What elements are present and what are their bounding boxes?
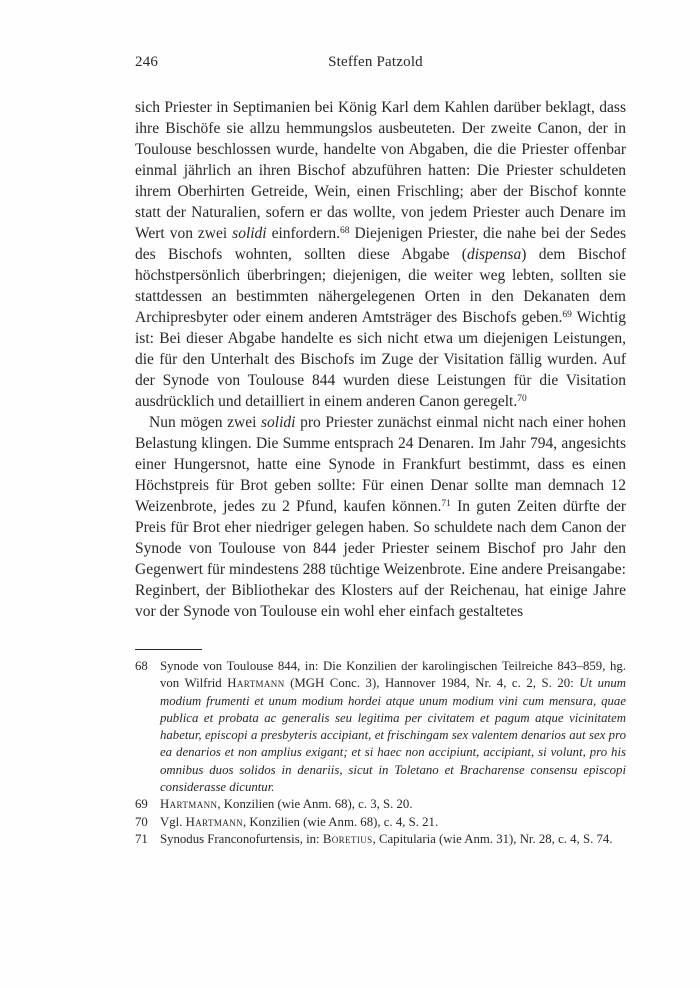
text-run: Hartmann bbox=[160, 797, 218, 812]
text-run: einfordern. bbox=[266, 225, 341, 242]
text-run: pro Priester zunächst einmal nicht nach einer hohen Belastung klingen. Die Summe entsprach 24 Denaren. Im Jahr 794, angesichts einer Hungersnot, hatte eine Synode in Frankfurt bestimmt, dass es einen Höchstpreis für Brot geben sollte: Für einen Denar sollte man demnach 12 Weizenbrote, jedes zu 2 Pfund, kaufen können. bbox=[135, 414, 626, 515]
footnote-reference: 70 bbox=[517, 394, 527, 404]
text-run: Hartmann bbox=[227, 676, 285, 691]
text-run: Boretius bbox=[322, 831, 373, 846]
footnote bbox=[135, 658, 626, 796]
text-run: (MGH Conc. 3), Hannover 1984, Nr. 4, c. 2, S. 20: bbox=[284, 676, 580, 691]
text-run: , Konzilien (wie Anm. 68), c. 3, S. 20. bbox=[217, 797, 413, 812]
footnote-separator-rule bbox=[135, 649, 202, 650]
footnote-number: 71 bbox=[135, 831, 148, 846]
footnote-text bbox=[160, 796, 626, 813]
text-run: Wichtig ist: Bei dieser Abgabe handelte es sich nicht etwa um diejenigen Leistungen, die für den Unterhalt des Bischofs im Zuge der Visitation fällig wurden. Auf der Synode von Toulouse 844 wurden diese Leistungen für die Visitation ausdrücklich und detailliert in einem anderen Canon geregelt. bbox=[135, 309, 626, 410]
footnote-text bbox=[160, 814, 626, 831]
footnote-number: 68 bbox=[135, 659, 148, 673]
paragraph bbox=[135, 412, 626, 622]
text-run: Vgl. bbox=[160, 814, 186, 829]
text-run: Synode von Toulouse 844, in: Die Konzilien der karolingischen Teilreiche 843–859, hg. von Wilfrid bbox=[160, 659, 626, 691]
text-run: sich Priester in Septimanien bei König Karl dem Kahlen darüber beklagt, dass ihre Bischöfe sie allzu hemmungslos ausbeuteten. Der zweite Canon, der in Toulouse beschlossen wurde, handelte von Abgaben, die die Priester offenbar einmal jährlich an ihren Bischof abzuführen hatten: Die Priester schuldeten ihrem Oberhirten Getreide, Wein, einen Frischling; aber der Bischof konnte statt der Naturalien, sofern er das wollte, von jedem Priester auch Denare im Wert von zwei bbox=[135, 99, 626, 242]
footnote-number: 69 bbox=[135, 797, 148, 812]
text-run: In guten Zeiten dürfte der Preis für Brot eher niedriger gelegen haben. So schuldete nach dem Canon der Synode von Toulouse von 844 jeder Priester seinem Bischof pro Jahr den Gegenwert für mindestens 288 tüchtige Weizenbrote. Eine andere Preisangabe: Reginbert, der Bibliothekar des Klosters auf der Reichenau, hat einige Jahre vor der Synode von Toulouse ein wohl eher einfach gestaltetes bbox=[135, 498, 626, 620]
text-run: , Konzilien (wie Anm. 68), c. 4, S. 21. bbox=[243, 814, 439, 829]
main-text-block bbox=[135, 97, 626, 622]
footnote-text bbox=[160, 658, 626, 796]
footnote-text bbox=[160, 831, 626, 848]
paragraph bbox=[135, 97, 626, 412]
footnote-reference: 68 bbox=[340, 226, 350, 236]
text-run: solidi bbox=[232, 225, 267, 242]
text-run: ) dem Bischof höchstpersönlich überbringen; diejenigen, die weiter weg lebten, sollten sie stattdessen an bestimmten nähergelegenen Orten in den Dekanaten dem Archipresbyter oder einem anderen Amtsträger des Bischofs geben. bbox=[135, 246, 626, 326]
running-header bbox=[135, 54, 626, 74]
footnote bbox=[135, 831, 626, 848]
text-run: Synodus Franconofurtensis, in: bbox=[160, 831, 323, 846]
text-run: , Capitularia (wie Anm. 31), Nr. 28, c. 4, S. 74. bbox=[372, 831, 613, 846]
text-run: Nun mögen zwei bbox=[149, 414, 262, 431]
text-run: Hartmann bbox=[185, 814, 244, 829]
page-number: 246 bbox=[135, 54, 159, 70]
footnote bbox=[135, 796, 626, 813]
running-head-author: Steffen Patzold bbox=[328, 54, 423, 70]
footnotes-section bbox=[135, 658, 626, 848]
text-run: Ut unum modium frumenti et unum modium hordei atque unum modium vini cum mensura, quae publica et probata ac generalis seu legitima per civitatem et pagum atque vicinitatem habetur, episcopi a presbyteris accipiant, et frischingam sex valentem denarios aut sex pro ea denarios et non amplius exigant; et si haec non accipiunt, accipiant, si volunt, pro his omnibus duos solidos in denariis, sicut in Toletano et Bracharense consensu episcopi considerasse dicuntur. bbox=[160, 676, 627, 795]
footnote-reference: 69 bbox=[562, 310, 572, 320]
footnote-number: 70 bbox=[135, 814, 148, 829]
text-run: dispensa bbox=[466, 246, 522, 263]
footnote-reference: 71 bbox=[441, 499, 451, 509]
footnote bbox=[135, 814, 626, 831]
text-run: Diejenigen Priester, die nahe bei der Sedes des Bischofs wohnten, sollten diese Abgabe ( bbox=[135, 225, 626, 263]
text-run: solidi bbox=[261, 414, 296, 431]
